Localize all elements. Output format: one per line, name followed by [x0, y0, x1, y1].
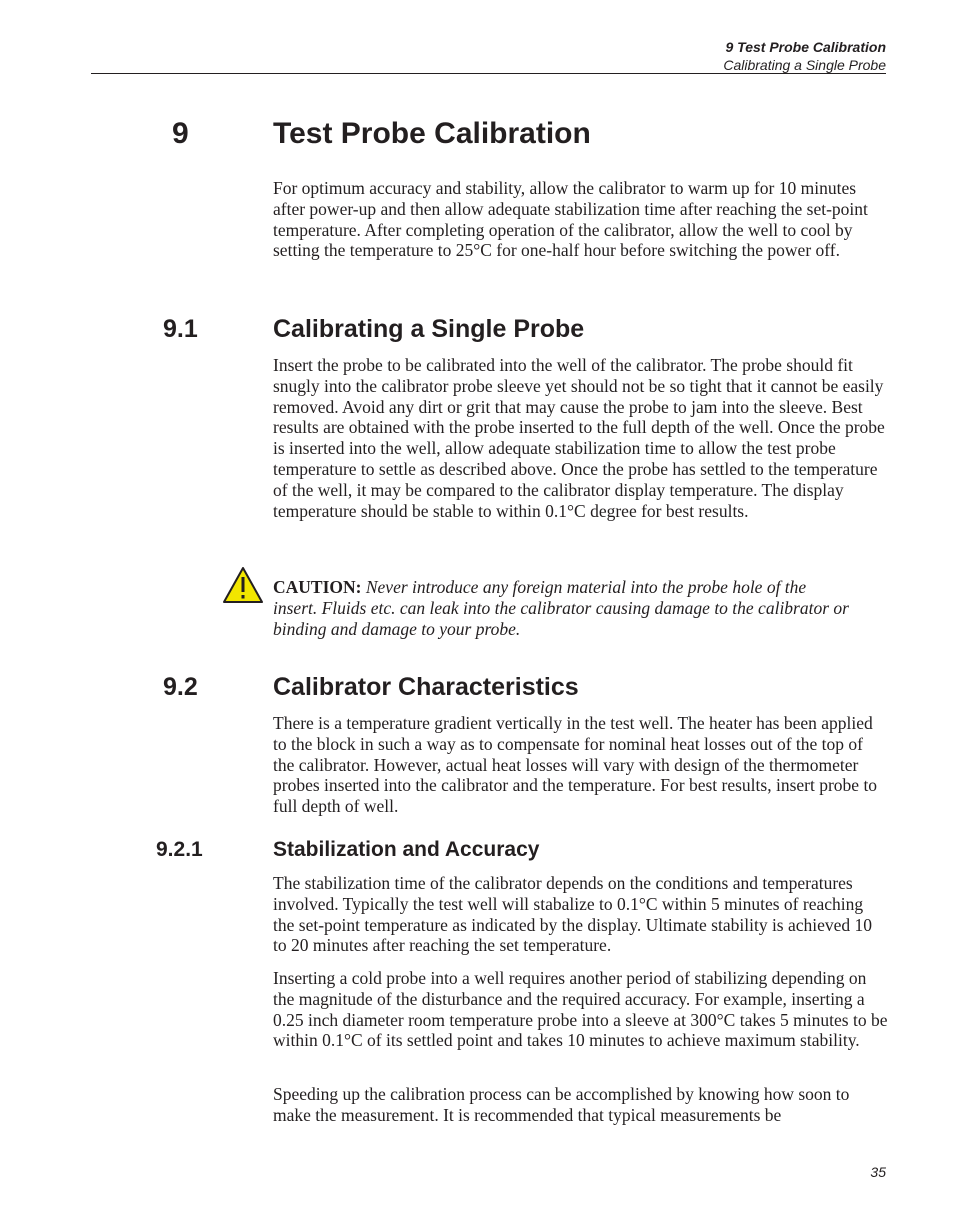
warning-triangle-icon	[222, 566, 264, 604]
chapter-number: 9	[172, 117, 189, 150]
section-number-9-1: 9.1	[163, 315, 198, 343]
caution-note	[273, 577, 853, 639]
section-number-9-2: 9.2	[163, 673, 198, 701]
running-header-section: Calibrating a Single Probe	[723, 57, 886, 73]
caution-text: Never introduce any foreign material into the probe hole of the insert. Fluids etc. can leak into the calibrator causing damage to the calibrator or binding and damage to your probe.	[273, 577, 849, 639]
running-header-chapter: 9 Test Probe Calibration	[725, 39, 886, 55]
subsection-9-2-1-paragraph-1: The stabilization time of the calibrator depends on the conditions and temperatures involved. Typically the test well will stabalize to 0.1°C within 5 minutes of reaching the set-point temperature as indicated by the display. Ultimate stability is achieved 10 to 20 minutes after reaching the set temperature.	[273, 873, 873, 956]
running-header	[723, 38, 886, 74]
subsection-9-2-1-paragraph-3: Speeding up the calibration process can be accomplished by knowing how soon to make the measurement. It is recommended that typical measurements be	[273, 1084, 850, 1125]
section-title-9-1: Calibrating a Single Probe	[273, 315, 585, 343]
chapter-intro-paragraph: For optimum accuracy and stability, allow the calibrator to warm up for 10 minutes after power-up and then allow adequate stabilization time after reaching the set-point temperature. After completing operation of the calibrator, allow the well to cool by setting the temperature to 25°C for one-half hour before switching the power off.	[273, 178, 868, 261]
subsection-title-9-2-1: Stabilization and Accuracy	[273, 838, 540, 861]
caution-label: CAUTION:	[273, 577, 362, 597]
subsection-9-2-1-paragraph-2: Inserting a cold probe into a well requires another period of stabilizing depending on the magnitude of the disturbance and the required accuracy. For example, inserting a 0.25 inch diameter room temperature probe into a sleeve at 300°C takes 5 minutes to be within 0.1°C of its settled point and takes 10 minutes to achieve maximum stability.	[273, 968, 888, 1051]
chapter-title: Test Probe Calibration	[273, 117, 591, 150]
section-9-2-paragraph: There is a temperature gradient vertically in the test well. The heater has been applied to the block in such a way as to compensate for nominal heat losses out of the top of the calibrator. However, actual heat losses will vary with design of the thermometer probes inserted into the calibrator and the temperature. For best results, insert probe to full depth of well.	[273, 713, 878, 817]
section-9-1-paragraph: Insert the probe to be calibrated into the well of the calibrator. The probe should fit snugly into the calibrator probe sleeve yet should not be so tight that it cannot be easily removed. Avoid any dirt or grit that may cause the probe to jam into the sleeve. Best results are obtained with the probe inserted to the full depth of the well. Once the probe is inserted into the well, allow adequate stabilization time to allow the test probe temperature to settle as described above. Once the probe has settled to the temperature of the well, it may be compared to the calibrator display temperature. The display temperature should be stable to within 0.1°C degree for best results.	[273, 355, 885, 521]
subsection-number-9-2-1: 9.2.1	[156, 838, 203, 861]
header-rule	[91, 73, 886, 74]
page-number: 35	[870, 1164, 886, 1180]
section-title-9-2: Calibrator Characteristics	[273, 673, 579, 701]
